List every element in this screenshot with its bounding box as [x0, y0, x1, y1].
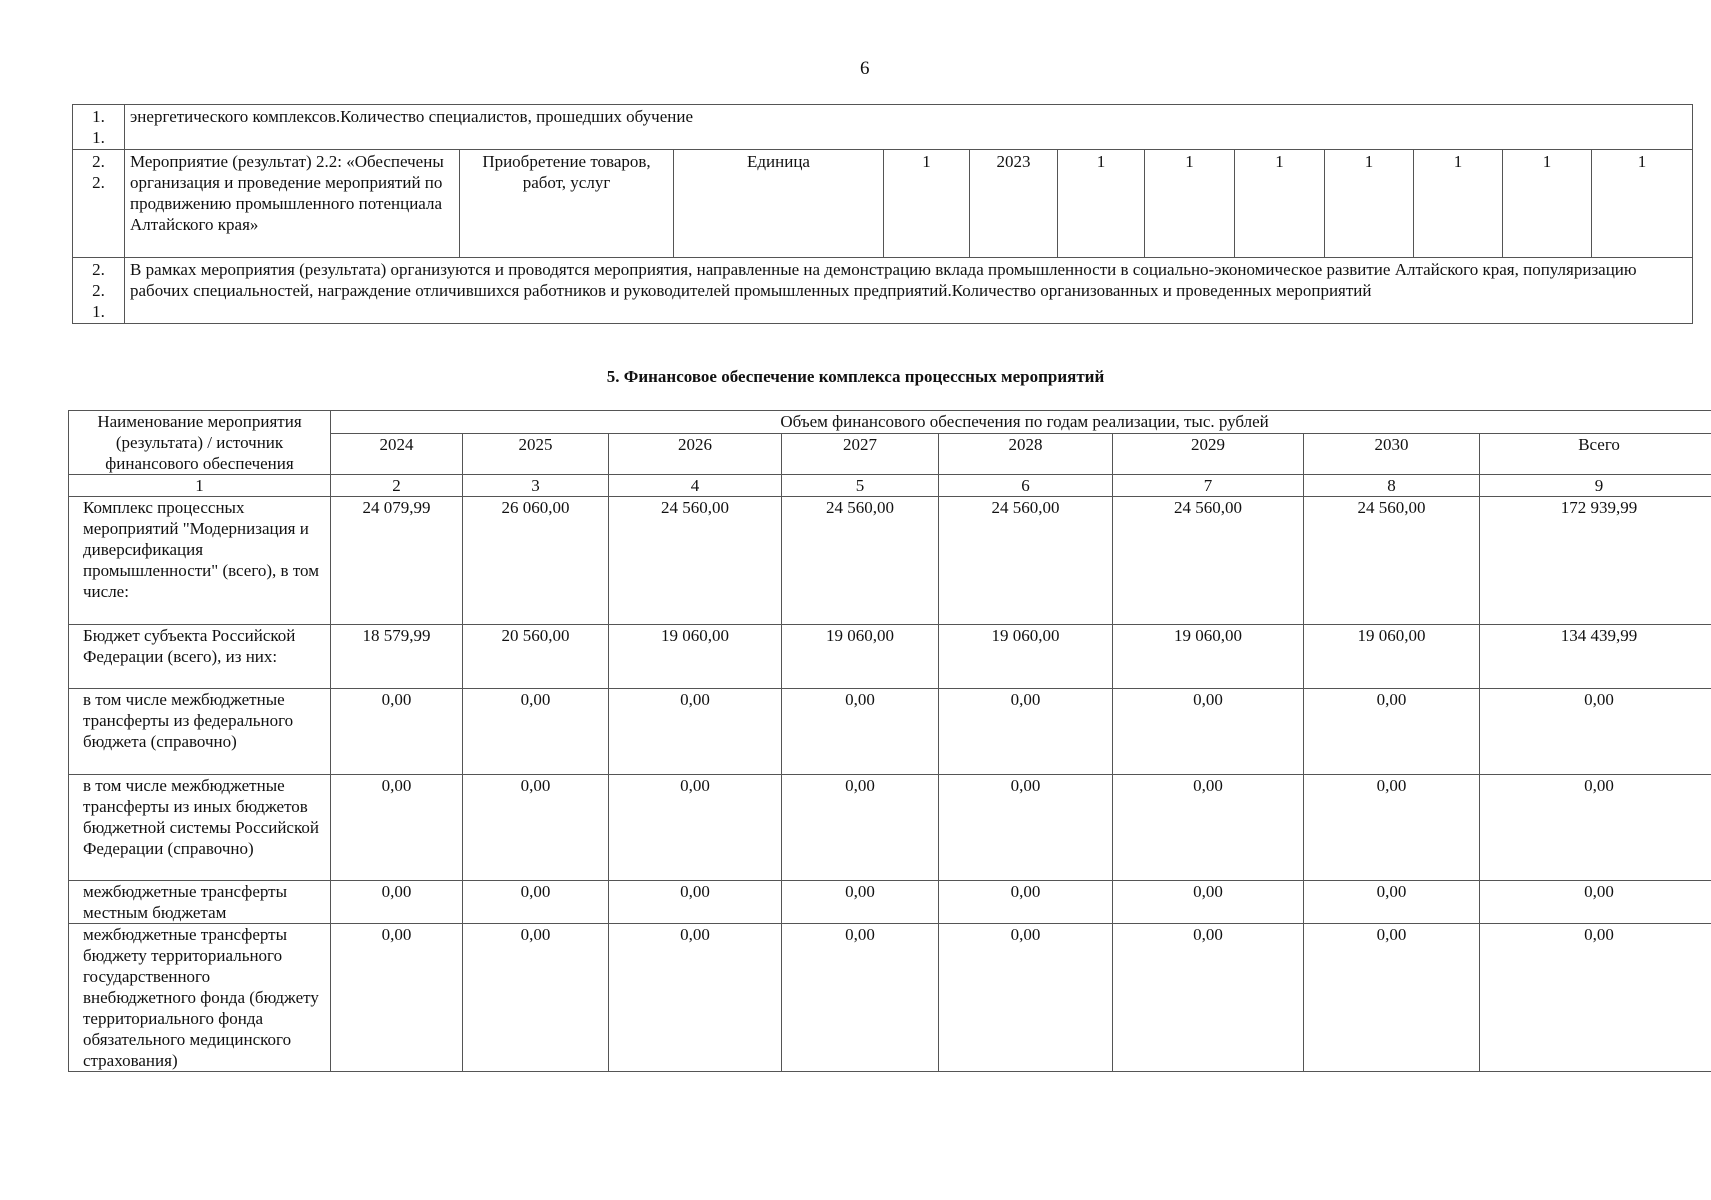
amount-value: 0,00	[939, 689, 1113, 775]
target-value: 1	[1058, 150, 1145, 258]
amount-value: 0,00	[1304, 775, 1480, 881]
amount-value: 19 060,00	[1304, 625, 1480, 689]
target-value: 1	[1145, 150, 1235, 258]
total-value: 0,00	[1480, 924, 1711, 1072]
amount-value: 18 579,99	[331, 625, 463, 689]
row-description: В рамках мероприятия (результата) организуются и проводятся мероприятия, направленные на демонстрацию вклада промышленности в социально-экономическое развитие Алтайского края, популяризацию рабочих специальностей, награждение отличившихся работников и руководителей промышленных предприятий.Количество организованных и проведенных мероприятий	[125, 258, 1693, 324]
year-header: 2027	[782, 433, 939, 474]
amount-value: 0,00	[1304, 924, 1480, 1072]
amount-value: 0,00	[1113, 881, 1304, 924]
column-number: 3	[463, 475, 609, 497]
row-index: 1. 1.	[73, 105, 125, 150]
table-row	[69, 881, 1711, 924]
year-header: 2025	[463, 433, 609, 474]
amount-value: 0,00	[331, 775, 463, 881]
page-number: 6	[860, 58, 870, 79]
table-row	[69, 497, 1711, 625]
table-row	[73, 105, 1693, 150]
amount-value: 0,00	[331, 881, 463, 924]
amount-value: 0,00	[939, 775, 1113, 881]
amount-value: 0,00	[609, 924, 782, 1072]
amount-value: 0,00	[782, 689, 939, 775]
target-value: 1	[1592, 150, 1693, 258]
amount-value: 0,00	[463, 881, 609, 924]
base-value: 1	[884, 150, 970, 258]
table-row	[69, 924, 1711, 1072]
amount-value: 0,00	[331, 924, 463, 1072]
total-value: 134 439,99	[1480, 625, 1711, 689]
amount-value: 24 560,00	[1113, 497, 1304, 625]
amount-value: 0,00	[463, 775, 609, 881]
amount-value: 19 060,00	[1113, 625, 1304, 689]
row-index: 2. 2.	[73, 150, 125, 258]
source-name: в том числе межбюджетные трансферты из федерального бюджета (справочно)	[69, 689, 331, 775]
column-number: 2	[331, 475, 463, 497]
financing-table	[68, 410, 1711, 1072]
measure-type: Приобретение товаров, работ, услуг	[460, 150, 674, 258]
table-row	[69, 689, 1711, 775]
amount-value: 0,00	[609, 775, 782, 881]
total-value: 0,00	[1480, 689, 1711, 775]
measure-unit: Единица	[674, 150, 884, 258]
target-value: 1	[1235, 150, 1325, 258]
row-description: энергетического комплексов.Количество специалистов, прошедших обучение	[125, 105, 1693, 150]
target-value: 1	[1325, 150, 1414, 258]
amount-value: 0,00	[939, 924, 1113, 1072]
row-index: 2. 2. 1.	[73, 258, 125, 324]
year-header: 2026	[609, 433, 782, 474]
amount-value: 0,00	[1304, 689, 1480, 775]
section-title: 5. Финансовое обеспечение комплекса процессных мероприятий	[606, 367, 1105, 386]
header-row	[69, 411, 1711, 434]
total-header: Всего	[1480, 433, 1711, 474]
target-value: 1	[1503, 150, 1592, 258]
results-table	[72, 104, 1693, 324]
column-numbers-row	[69, 475, 1711, 497]
amount-value: 0,00	[1113, 775, 1304, 881]
total-value: 172 939,99	[1480, 497, 1711, 625]
column-number: 5	[782, 475, 939, 497]
amount-value: 0,00	[939, 881, 1113, 924]
base-year: 2023	[970, 150, 1058, 258]
amount-value: 24 560,00	[609, 497, 782, 625]
amount-value: 0,00	[331, 689, 463, 775]
financing-body	[69, 497, 1711, 1072]
amount-value: 0,00	[609, 881, 782, 924]
table-row	[73, 150, 1693, 258]
amount-value: 0,00	[463, 689, 609, 775]
table-row	[69, 775, 1711, 881]
source-name: межбюджетные трансферты бюджету территориального государственного внебюджетного фонда (бюджету территориального фонда обязательного медицинского страхования)	[69, 924, 331, 1072]
column-number: 6	[939, 475, 1113, 497]
target-value: 1	[1414, 150, 1503, 258]
year-header: 2030	[1304, 433, 1480, 474]
amount-value: 0,00	[1304, 881, 1480, 924]
column-number: 1	[69, 475, 331, 497]
measure-name: Мероприятие (результат) 2.2: «Обеспечены организация и проведение мероприятий по продвижению промышленного потенциала Алтайского края»	[125, 150, 460, 258]
column-number: 9	[1480, 475, 1711, 497]
amount-value: 24 560,00	[782, 497, 939, 625]
amount-value: 24 560,00	[1304, 497, 1480, 625]
column-number: 8	[1304, 475, 1480, 497]
header-group: Объем финансового обеспечения по годам реализации, тыс. рублей	[331, 411, 1711, 434]
amount-value: 0,00	[782, 924, 939, 1072]
amount-value: 19 060,00	[609, 625, 782, 689]
total-value: 0,00	[1480, 775, 1711, 881]
year-header: 2028	[939, 433, 1113, 474]
source-name: Бюджет субъекта Российской Федерации (всего), из них:	[69, 625, 331, 689]
amount-value: 0,00	[1113, 689, 1304, 775]
year-header: 2024	[331, 433, 463, 474]
amount-value: 0,00	[609, 689, 782, 775]
column-number: 7	[1113, 475, 1304, 497]
amount-value: 19 060,00	[782, 625, 939, 689]
total-value: 0,00	[1480, 881, 1711, 924]
amount-value: 19 060,00	[939, 625, 1113, 689]
amount-value: 0,00	[463, 924, 609, 1072]
table-row	[73, 258, 1693, 324]
amount-value: 0,00	[1113, 924, 1304, 1072]
column-number: 4	[609, 475, 782, 497]
source-name: в том числе межбюджетные трансферты из иных бюджетов бюджетной системы Российской Федерации (справочно)	[69, 775, 331, 881]
amount-value: 0,00	[782, 881, 939, 924]
source-name: Комплекс процессных мероприятий "Модернизация и диверсификация промышленности" (всего), в том числе:	[69, 497, 331, 625]
amount-value: 26 060,00	[463, 497, 609, 625]
amount-value: 24 560,00	[939, 497, 1113, 625]
source-name: межбюджетные трансферты местным бюджетам	[69, 881, 331, 924]
header-name: Наименование мероприятия (результата) / источник финансового обеспечения	[69, 411, 331, 475]
amount-value: 0,00	[782, 775, 939, 881]
amount-value: 20 560,00	[463, 625, 609, 689]
table-row	[69, 625, 1711, 689]
amount-value: 24 079,99	[331, 497, 463, 625]
year-header: 2029	[1113, 433, 1304, 474]
